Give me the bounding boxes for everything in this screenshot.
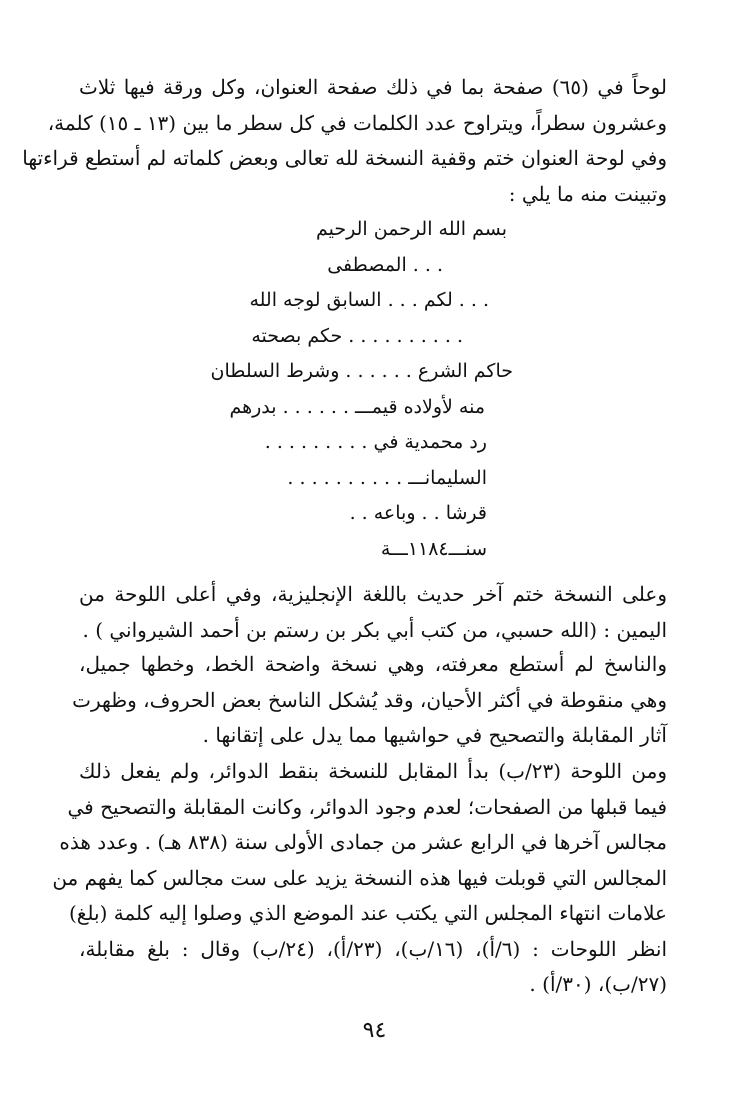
seal-line: رد محمدية في . . . . . . . . . [264, 431, 487, 453]
page-number: ٩٤ [362, 1018, 387, 1043]
seal-line: . . . لكم . . . السابق لوجه الله [249, 289, 489, 311]
text-line: (٢٧/ب)، (٣٠/أ) . [529, 972, 667, 996]
text-line: انظر اللوحات : (٦/أ)، (١٦/ب)، (٢٣/أ)، (٢٤/ب) وقال : بلغ مقابلة، [79, 936, 668, 961]
text-line: والناسخ لم أستطع معرفته، وهي نسخة واضحة الخط، وخطها جميل، [79, 652, 667, 676]
text-line: ومن اللوحة (٢٣/ب) بدأ المقابل للنسخة بنقط الدوائر، ولم يفعل ذلك [79, 759, 667, 783]
seal-line: حاكم الشرع . . . . . . وشرط السلطان [210, 360, 513, 382]
paragraph-manuscript-description [22, 70, 667, 212]
text-line: وعشرون سطراً، ويتراوح عدد الكلمات في كل سطر ما بين (١٣ ـ ١٥) كلمة، [47, 110, 667, 135]
seal-line: قرشا . . وباعه . . [349, 502, 487, 524]
text-line: وتبينت منه ما يلي : [508, 181, 667, 206]
seal-line: . . . المصطفى [327, 253, 443, 276]
seal-line: سنـــ١١٨٤ـــة [380, 537, 487, 560]
text-line: علامات انتهاء المجلس التي يكتب عند الموضع الذي وصلوا إليه كلمة (بلغ) [68, 901, 667, 925]
text-line: مجالس آخرها في الرابع عشر من جمادى الأولى سنة (٨٣٨ هـ) . وعدد هذه [59, 830, 667, 854]
text-line: اليمين : (الله حسبي، من كتب أبي بكر بن رستم بن أحمد الشيرواني ) . [82, 617, 667, 642]
text-line: وفي لوحة العنوان ختم وقفية النسخة لله تعالى وبعض كلماته لم أستطع قراءتها [22, 146, 667, 170]
text-line: لوحاً في (٦٥) صفحة بما في ذلك صفحة العنوان، وكل ورقة فيها ثلاث [79, 75, 667, 99]
seal-line: . . . . . . . . . . حكم بصحته [251, 324, 463, 347]
seal-inscription [210, 212, 513, 567]
paragraph-second-seal [79, 577, 667, 648]
paragraph-copyist [72, 647, 667, 754]
text-line: آثار المقابلة والتصحيح في حواشيها مما يدل على إتقانها . [202, 723, 667, 747]
text-line: وعلى النسخة ختم آخر حديث باللغة الإنجليزية، وفي أعلى اللوحة من [79, 582, 667, 606]
paragraph-collation [52, 754, 668, 1003]
seal-line: بسم الله الرحمن الرحيم [316, 218, 507, 240]
text-line: المجالس التي قوبلت فيها هذه النسخة يزيد على ست مجالس كما يفهم من [52, 865, 667, 890]
text-line: فيما قبلها من الصفحات؛ لعدم وجود الدوائر، وكانت المقابلة والتصحيح في [67, 794, 667, 819]
seal-line: السليمانـــ . . . . . . . . . . [287, 466, 487, 489]
text-line: وهي منقوطة في أكثر الأحيان، وقد يُشكل الناسخ بعض الحروف، وظهرت [72, 687, 667, 712]
seal-line: منه لأولاده قيمـــ . . . . . . بدرهم [229, 395, 485, 418]
